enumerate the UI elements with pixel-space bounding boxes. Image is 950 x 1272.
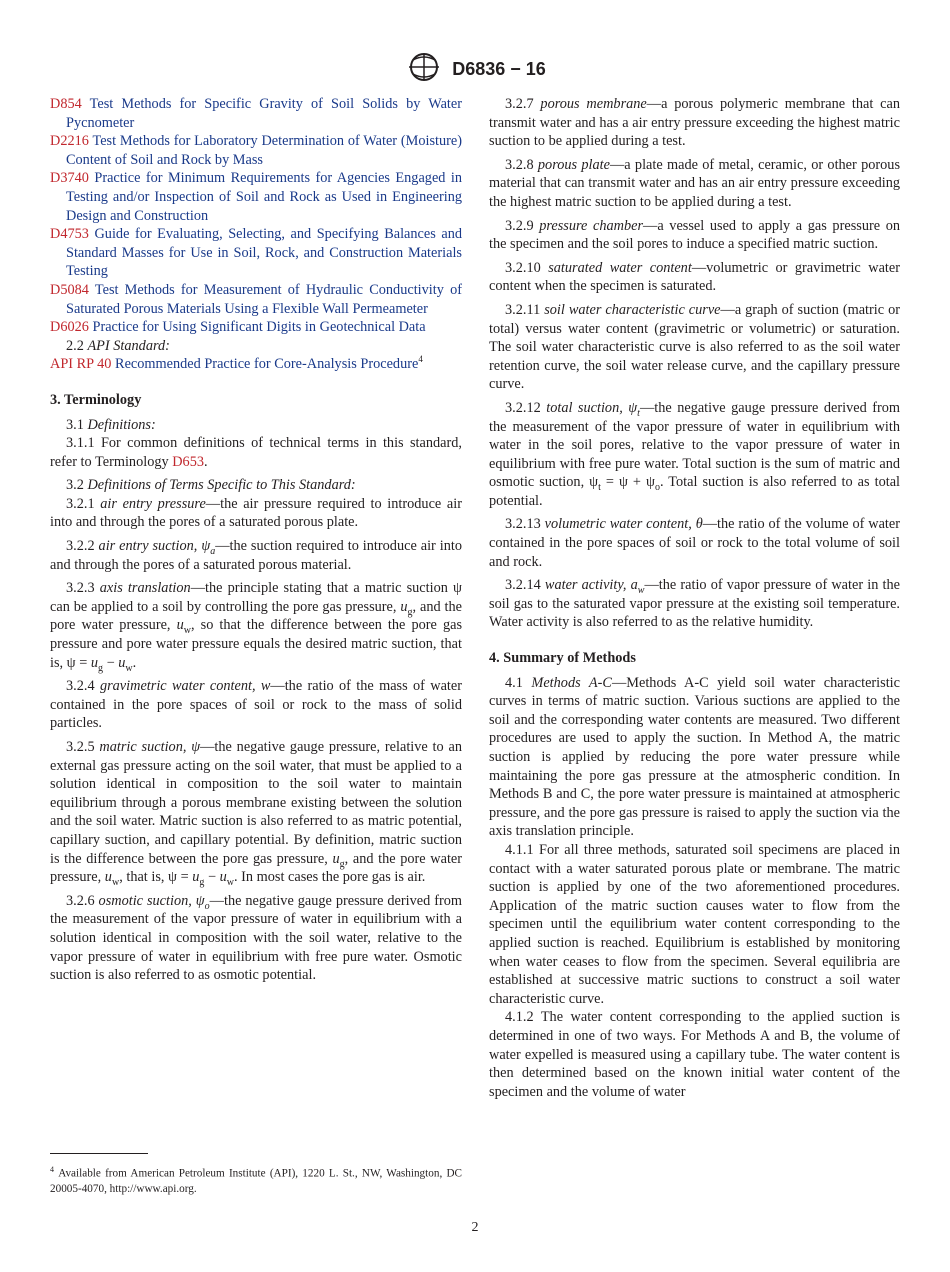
definition: 3.2.10 saturated water content—volumetric or gravimetric water content when the specimen is saturated.	[489, 259, 900, 295]
reference-designation[interactable]: API RP 40	[50, 356, 112, 373]
reference-title[interactable]: Practice for Using Significant Digits in Geotechnical Data	[92, 319, 426, 336]
reference-item	[50, 132, 462, 169]
reference-item	[50, 355, 462, 374]
paragraph: 4.1 Methods A-C—Methods A-C yield soil water characteristic curves in terms of matric suction. Various suctions are applied to the soil and the corresponding water contents are measured. Two different procedures are used to apply the suction. In Method A, the matric suction is applied by reducing the pore water pressure while maintaining the pore gas pressure at the atmospheric condition. In Methods B and C, the pore water pressure is maintained at atmospheric pressure, and the pore gas pressure is raised to apply the suction via the axis translation principle.	[489, 674, 900, 840]
section-heading: 4. Summary of Methods	[489, 650, 636, 667]
definition: 3.2.12 total suction, $\psi_t—the$ negative gauge pressure derived from the measurement of the vapor pressure of water in equilibrium with water in the soil pores, relative to the vapor pressure of water in equilibrium with free pure water. Total suction is the sum of matric and osmotic suction, $\psi_t = \psi + \psi_o$. Total suction is also referred to as total potential.	[489, 399, 901, 509]
reference-designation[interactable]: D2216	[50, 133, 89, 150]
reference-title[interactable]: Test Methods for Measurement of Hydraulic Conductivity of Saturated Porous Materials Using a Flexible Wall Permeameter	[66, 281, 462, 317]
reference-item	[50, 281, 462, 318]
definition: 3.2.9 pressure chamber—a vessel used to apply a gas pressure on the specimen and the soil pores to induce a specified matric suction.	[489, 217, 900, 253]
section-heading: 3. Terminology	[50, 391, 142, 408]
definition: 3.2.4 gravimetric water content, w—the ratio of the mass of water contained in the pore spaces of soil or rock to the mass of solid particles.	[50, 678, 462, 732]
definition: 3.2.2 air entry suction, $\psi_a—the$ suction required to introduce air into and through the pores of a saturated porous material.	[50, 538, 462, 573]
reference-designation[interactable]: D3740	[50, 170, 89, 187]
definition: 3.2.14 water activity, $a_w—the$ ratio of vapor pressure of water in the soil gas to the saturated vapor pressure at the existing soil temperature. Water activity is also referred to as the relative humidity.	[489, 577, 900, 631]
definition: 3.2.6 osmotic suction, $\psi_o—the$ negative gauge pressure derived from the measurement of the vapor pressure of water in equilibrium with a solution identical in composition with the soil water, relative to the vapor pressure of water in equilibrium with free pure water. Osmotic suction is also referred to as osmotic potential.	[50, 892, 463, 984]
reference-item	[50, 225, 462, 281]
definition: 3.2.13 volumetric water content, θ—the ratio of the volume of water contained in the pore spaces of soil or rock to the total volume of soil and rock.	[489, 516, 901, 570]
footnote-marker: 4	[418, 354, 423, 365]
reference-list	[50, 95, 462, 337]
reference-item	[50, 169, 462, 225]
api-standard-heading: 2.2 API Standard:	[66, 337, 170, 354]
paragraph: 4.1.1 For all three methods, saturated soil specimens are placed in contact with a water saturated porous plate or membrane. The matric suction is applied by one of the two aforementioned procedures. Application of the matric suction causes water to flow from the specimen until the equilibrium water content corresponding to the applied suction is reached. Equilibrium is established by monitoring when water ceases to flow from the specimen. Several equilibria are established at successive matric suctions to construct a soil water characteristic curve.	[489, 841, 900, 1007]
paragraph: 3.1 Definitions:	[66, 416, 156, 433]
reference-title[interactable]: Test Methods for Specific Gravity of Soil Solids by Water Pycnometer	[66, 96, 462, 131]
definition: 3.2.3 axis translation—the principle stating that a matric suction ψ can be applied to a soil by controlling the pore gas pressure, $u_g$, and the pore water pressure, $u_w$, so that the difference between the pore gas pressure and pore water pressure equals the desired matric suction, that is, $\psi = u_g - u_w$.	[50, 580, 463, 674]
footnote-number: 4	[50, 1165, 54, 1174]
definition: 3.2.8 porous plate—a plate made of metal, ceramic, or other porous material that can transmit water and has an air entry pressure exceeding the highest matric suction to be applied during a test.	[489, 156, 901, 210]
definition: 3.2.5 matric suction, ψ—the negative gauge pressure, relative to an external gas pressure acting on the soil water, that must be applied to a solution identical in composition to the soil water to maintain equilibrium through a porous membrane existing between the solution and the soil water. Matric suction is also referred to as matric potential, capillary suction, and capillary potential. By definition, matric suction is the difference between the pore gas pressure, $u_g$, and the pore water pressure, $u_w$, that is, $\psi = u_g - u_w$. In most cases the pore gas is air.	[50, 739, 463, 889]
footnote-rule	[50, 1153, 148, 1154]
reference-designation[interactable]: D5084	[50, 281, 89, 298]
reference-title[interactable]: Practice for Minimum Requirements for Agencies Engaged in Testing and/or Inspection of Soil and Rock as Used in Engineering Design and Construction	[66, 170, 463, 224]
reference-title[interactable]: Recommended Practice for Core-Analysis Procedure	[115, 356, 419, 373]
paragraph: 3.1.1 For common definitions of technical terms in this standard, refer to Terminology D653.	[50, 435, 462, 470]
reference-item	[50, 95, 462, 132]
reference-title[interactable]: Test Methods for Laboratory Determination of Water (Moisture) Content of Soil and Rock by Mass	[66, 133, 462, 168]
link-d653[interactable]: D653	[172, 453, 204, 470]
page-number: 2	[471, 1220, 479, 1235]
astm-logo-icon	[404, 52, 444, 87]
definition: 3.2.1 air entry pressure—the air pressure required to introduce air into and through the pores of a saturated porous plate.	[50, 495, 463, 531]
paragraph: 4.1.2 The water content corresponding to the applied suction is determined in one of two ways. For Methods A and B, the volume of water expelled is measured using a capillary tube. The water content is then determined based on the known initial water content of the specimen and the volume of water	[489, 1009, 900, 1100]
footnote-text: Available from American Petroleum Institute (API), 1220 L. St., NW, Washington, DC 20005-4070, http://www.api.org.	[50, 1167, 462, 1195]
definition: 3.2.7 porous membrane—a porous polymeric membrane that can transmit water and has a air entry pressure exceeding the highest matric suction to be applied during a test.	[489, 96, 900, 150]
right-column	[489, 95, 900, 1101]
reference-title[interactable]: Guide for Evaluating, Selecting, and Specifying Balances and Standard Masses for Use in Soil, Rock, and Construction Materials Testing	[66, 226, 462, 280]
reference-designation[interactable]: D6026	[50, 319, 89, 336]
left-column	[50, 95, 462, 990]
paragraph: 3.2 Definitions of Terms Specific to This Standard:	[66, 477, 356, 494]
reference-designation[interactable]: D4753	[50, 226, 89, 243]
page-header	[0, 52, 950, 87]
reference-item	[50, 318, 462, 337]
footnote	[50, 1162, 462, 1197]
definition: 3.2.11 soil water characteristic curve—a graph of suction (matric or total) versus water content (gravimetric or volumetric) or saturation. The soil water characteristic curve is also referred to as the soil water retention curve, the soil water release curve, and the capillary pressure curve.	[489, 301, 900, 393]
reference-designation[interactable]: D854	[50, 96, 82, 112]
standard-designation: D6836 − 16	[452, 59, 546, 79]
